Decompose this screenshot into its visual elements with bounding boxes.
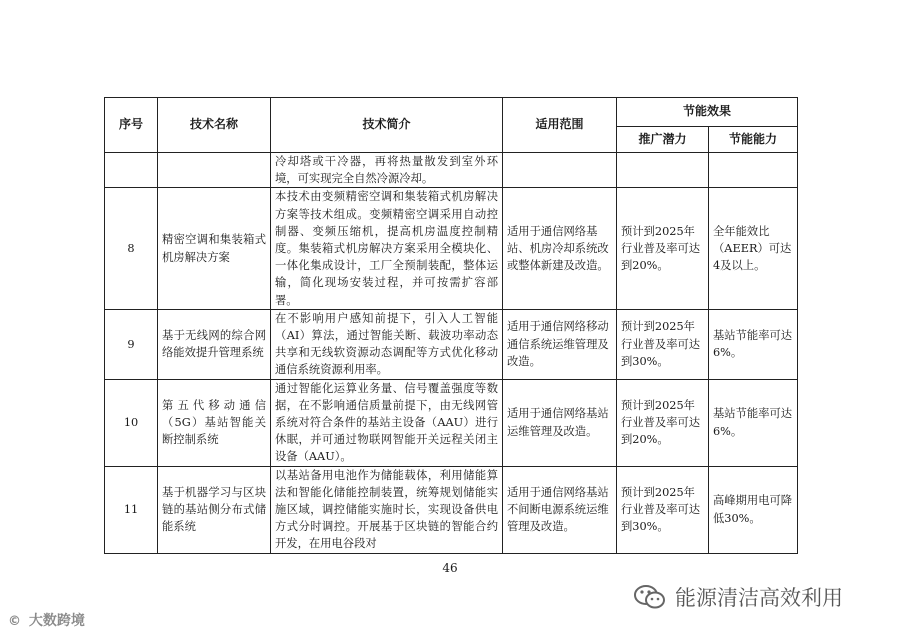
header-potential: 推广潜力 — [617, 127, 709, 153]
cell-name: 精密空调和集装箱式机房解决方案 — [158, 188, 271, 309]
table-header — [105, 98, 798, 153]
cell-name: 基于机器学习与区块链的基站侧分布式储能系统 — [158, 466, 271, 553]
cell-scope — [503, 153, 617, 188]
watermark-brand-text: 大数跨境 — [28, 613, 85, 629]
cell-no: 11 — [105, 466, 158, 553]
watermark-brand — [8, 610, 85, 630]
cell-desc: 本技术由变频精密空调和集装箱式机房解决方案等技术组成。变频精密空调采用自动控制器、变频压缩机，提高机房温度控制精度。集装箱式机房解决方案采用全模块化、一体化集成设计，工厂全预制装配，整体运输，简化现场安装过程，并可按需扩容部署。 — [271, 188, 503, 309]
cell-scope: 适用于通信网络基站运维管理及改造。 — [503, 379, 617, 466]
cell-name: 第五代移动通信（5G）基站智能关断控制系统 — [158, 379, 271, 466]
cell-potential — [617, 153, 709, 188]
cell-desc: 以基站备用电池作为储能载体，利用储能算法和智能化储能控制装置，统筹规划储能实施区域，调控储能实施时长，实现设备供电方式分时调控。开展基于区块链的智能合约开发，在用电谷段对 — [271, 466, 503, 553]
watermark-channel-text: 能源清洁高效利用 — [675, 586, 843, 610]
cell-capacity: 基站节能率可达6%。 — [709, 379, 798, 466]
page-number: 46 — [442, 561, 458, 575]
cell-capacity: 基站节能率可达6%。 — [709, 309, 798, 379]
cell-no — [105, 153, 158, 188]
cell-scope: 适用于通信网络基站不间断电源系统运维管理及改造。 — [503, 466, 617, 553]
brand-logo-icon: © — [8, 614, 21, 629]
cell-scope: 适用于通信网络移动通信系统运维管理及改造。 — [503, 309, 617, 379]
cell-no: 9 — [105, 309, 158, 379]
technology-table — [104, 97, 798, 554]
cell-potential: 预计到2025年行业普及率可达到20%。 — [617, 379, 709, 466]
table-row — [105, 153, 798, 188]
cell-desc: 通过智能化运算业务量、信号覆盖强度等数据，在不影响通信质量前提下，由无线网管系统对符合条件的基站主设备（AAU）进行休眠，并可通过物联网智能开关远程关闭主设备（AAU）。 — [271, 379, 503, 466]
header-scope: 适用范围 — [503, 98, 617, 153]
cell-no: 10 — [105, 379, 158, 466]
cell-name: 基于无线网的综合网络能效提升管理系统 — [158, 309, 271, 379]
table-row — [105, 379, 798, 466]
header-effect: 节能效果 — [617, 98, 798, 127]
cell-desc: 在不影响用户感知前提下，引入人工智能（AI）算法，通过智能关断、载波功率动态共享和无线软资源动态调配等方式优化移动通信系统资源利用率。 — [271, 309, 503, 379]
cell-potential: 预计到2025年行业普及率可达到30%。 — [617, 309, 709, 379]
cell-capacity: 全年能效比（AEER）可达4及以上。 — [709, 188, 798, 309]
header-desc: 技术简介 — [271, 98, 503, 153]
cell-no: 8 — [105, 188, 158, 309]
header-capacity: 节能能力 — [709, 127, 798, 153]
header-name: 技术名称 — [158, 98, 271, 153]
cell-potential: 预计到2025年行业普及率可达到30%。 — [617, 466, 709, 553]
watermark-channel — [633, 582, 843, 612]
table-row — [105, 188, 798, 309]
header-no: 序号 — [105, 98, 158, 153]
table-row — [105, 309, 798, 379]
cell-name — [158, 153, 271, 188]
cell-scope: 适用于通信网络基站、机房冷却系统改或整体新建及改造。 — [503, 188, 617, 309]
cell-capacity: 高峰期用电可降低30%。 — [709, 466, 798, 553]
cell-capacity — [709, 153, 798, 188]
cell-desc: 冷却塔或干冷器，再将热量散发到室外环境，可实现完全自然冷源冷却。 — [271, 153, 503, 188]
cell-potential: 预计到2025年行业普及率可达到20%。 — [617, 188, 709, 309]
wechat-icon — [633, 584, 667, 610]
table-row — [105, 466, 798, 553]
